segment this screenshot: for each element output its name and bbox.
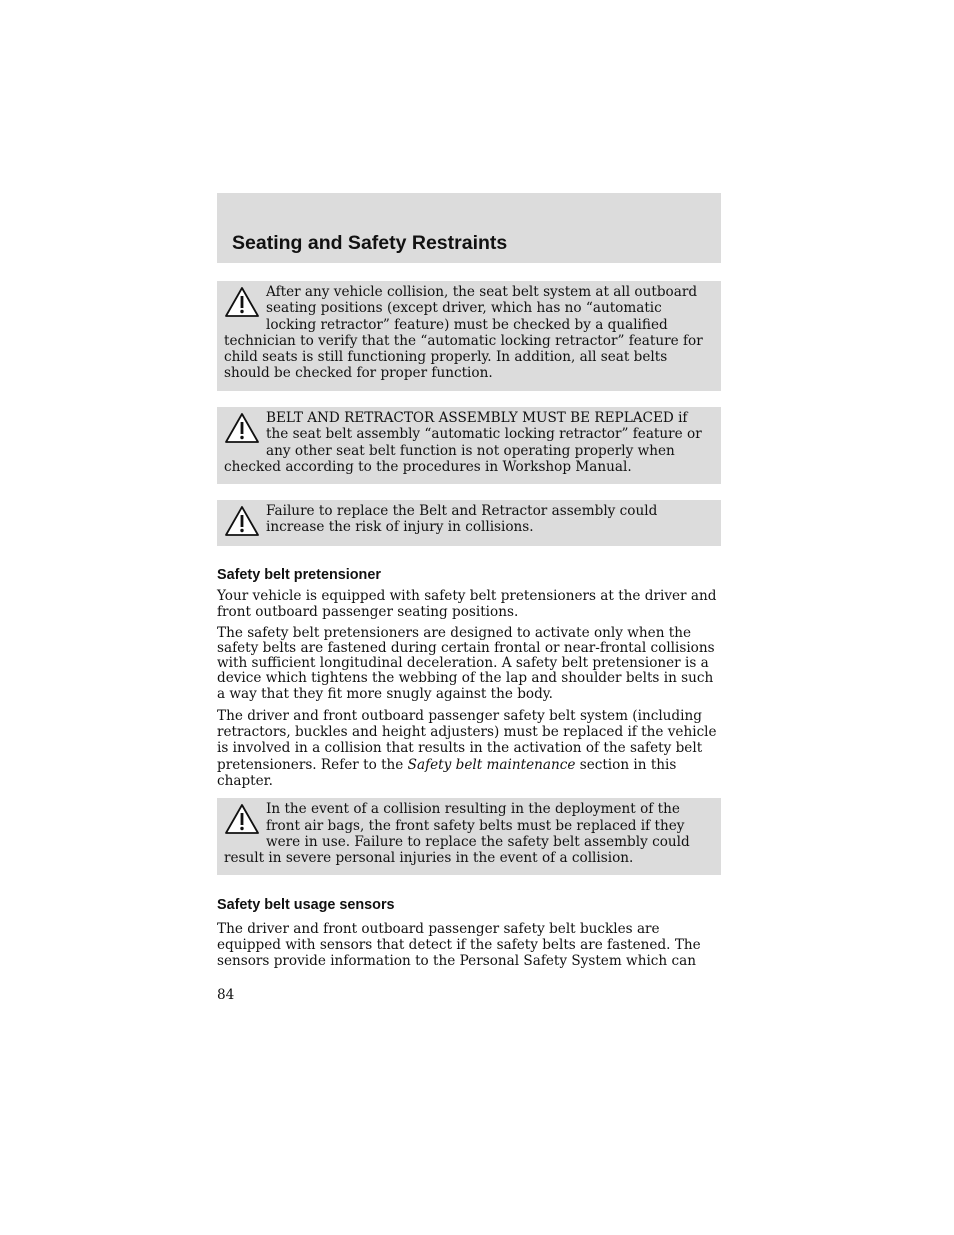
warning-box-air-bag-deployment [217, 798, 721, 875]
page-title: Seating and Safety Restraints [232, 232, 508, 254]
cross-reference: Safety belt maintenance [407, 756, 576, 773]
warning-box-replace-assembly [217, 407, 721, 484]
warning-box-injury-risk [217, 500, 721, 546]
body-paragraph: The driver and front outboard passenger safety belt buckles are equipped with sensors that detect if the safety belts are fastened. The sensors provide information to the Personal Safety System which can [217, 920, 701, 970]
warning-box-collision-check [217, 281, 721, 391]
warning-triangle-icon [224, 412, 260, 445]
warning-triangle-icon [224, 286, 260, 319]
section-heading-pretensioner: Safety belt pretensioner [217, 567, 381, 583]
body-paragraph [217, 708, 721, 789]
warning-triangle-icon [224, 803, 260, 836]
body-paragraph: The safety belt pretensioners are designed to activate only when the safety belts are fastened during certain frontal or near-frontal collisions with sufficient longitudinal deceleration. A safety belt pretensioner is a device which tightens the webbing of the lap and shoulder belts in such a way that they fit more snugly against the body. [217, 624, 715, 702]
section-header [217, 193, 721, 263]
page-number: 84 [217, 986, 235, 1003]
warning-text: BELT AND RETRACTOR ASSEMBLY MUST BE REPLACED if the seat belt assembly “automatic locking retractor” feature or any other seat belt function is not operating properly when checked according to the procedures in Workshop Manual. [224, 410, 702, 475]
section-heading-sensors: Safety belt usage sensors [217, 897, 395, 914]
paragraph-text: section in this chapter. [217, 756, 677, 790]
warning-text: Failure to replace the Belt and Retractor assembly could increase the risk of injury in collisions. [266, 503, 658, 536]
body-paragraph: Your vehicle is equipped with safety belt pretensioners at the driver and front outboard passenger seating positions. [217, 588, 717, 620]
warning-text: In the event of a collision resulting in the deployment of the front air bags, the front safety belts must be replaced if they were in use. Failure to replace the safety belt assembly could result in severe personal injuries in the event of a collision. [224, 801, 690, 867]
warning-triangle-icon [224, 505, 260, 538]
manual-page [217, 193, 721, 1002]
warning-text: After any vehicle collision, the seat belt system at all outboard seating positions (except driver, which has no “automatic locking retractor” feature) must be checked by a qualified technician to verify that the “automatic locking retractor” feature for child seats is still functioning properly. In addition, all seat belts should be checked for proper function. [224, 284, 703, 382]
paragraph-text: The driver and front outboard passenger safety belt system (including retractors, buckles and height adjusters) must be replaced if the vehicle is involved in a collision that results in the activation of the safety belt pretensioners. Refer to the [217, 707, 717, 773]
